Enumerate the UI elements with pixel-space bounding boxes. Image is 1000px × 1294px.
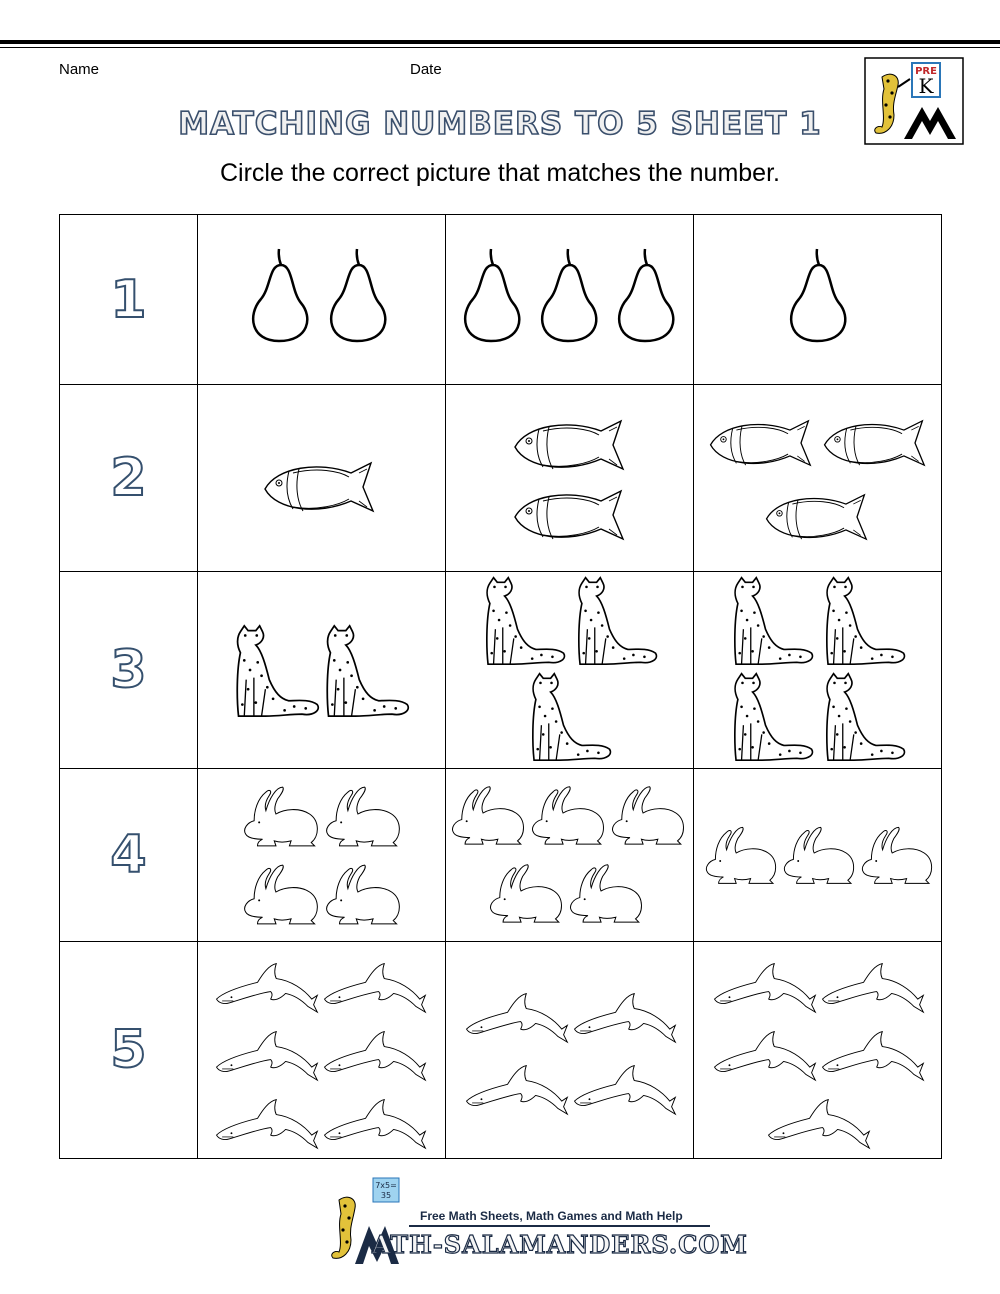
pear-group-1[interactable]: [695, 215, 941, 384]
option-cell[interactable]: [198, 769, 446, 942]
row-number: 2: [110, 448, 147, 508]
grid-row: [60, 942, 942, 1159]
row-number: 1: [110, 269, 147, 330]
fish-group-1[interactable]: [199, 385, 445, 571]
option-cell[interactable]: [198, 572, 446, 769]
grid-row: [60, 572, 942, 769]
grid-row: [60, 385, 942, 572]
logo-badge-text: PRE: [915, 66, 937, 77]
fish-group-3[interactable]: [695, 385, 941, 571]
row-number: 5: [110, 1020, 147, 1080]
footer-badge-line2: 35: [380, 1191, 392, 1200]
footer-tagline: Free Math Sheets, Math Games and Math Help: [420, 1209, 683, 1223]
matching-grid: [59, 214, 942, 1159]
footer-site-link[interactable]: ATH-SALAMANDERS.COM: [372, 1230, 748, 1259]
rabbit-group-4[interactable]: [199, 769, 445, 941]
rabbit-group-5[interactable]: [447, 769, 693, 941]
page-title: MATCHING NUMBERS TO 5 SHEET 1: [178, 106, 822, 142]
option-cell[interactable]: [446, 769, 694, 942]
option-cell[interactable]: [694, 769, 942, 942]
option-cell[interactable]: [446, 215, 694, 385]
number-cell: [60, 572, 198, 769]
grid-row: [60, 769, 942, 942]
logo-letter-text: K: [918, 74, 934, 98]
number-cell: [60, 385, 198, 572]
instructions: Circle the correct picture that matches the number.: [220, 159, 780, 187]
footer-badge-line1: 7x5=: [375, 1181, 397, 1190]
number-cell: [60, 769, 198, 942]
option-cell[interactable]: [198, 385, 446, 572]
fish-group-2[interactable]: [447, 385, 693, 571]
name-label: Name: [59, 61, 100, 78]
prek-logo: [864, 57, 964, 145]
number-cell: [60, 942, 198, 1159]
option-cell[interactable]: [694, 215, 942, 385]
dolphin-group-6[interactable]: [199, 942, 445, 1158]
dolphin-group-5[interactable]: [695, 942, 941, 1158]
top-rule-thin: [0, 47, 1000, 48]
number-cell: [60, 215, 198, 385]
option-cell[interactable]: [694, 572, 942, 769]
option-cell[interactable]: [446, 385, 694, 572]
option-cell[interactable]: [446, 942, 694, 1159]
grid-row: [60, 215, 942, 385]
option-cell[interactable]: [198, 942, 446, 1159]
date-label: Date: [410, 61, 442, 78]
cheetah-group-2[interactable]: [199, 572, 445, 768]
row-number: 4: [110, 825, 147, 885]
option-cell[interactable]: [446, 572, 694, 769]
top-rule: [0, 40, 1000, 44]
cheetah-group-3[interactable]: [447, 572, 693, 768]
option-cell[interactable]: [694, 942, 942, 1159]
pear-group-3[interactable]: [447, 215, 693, 384]
option-cell[interactable]: [198, 215, 446, 385]
row-number: 3: [110, 640, 147, 700]
dolphin-group-4[interactable]: [447, 942, 693, 1158]
pear-group-2[interactable]: [199, 215, 445, 384]
rabbit-group-3[interactable]: [695, 769, 941, 941]
cheetah-group-4[interactable]: [695, 572, 941, 768]
option-cell[interactable]: [694, 385, 942, 572]
